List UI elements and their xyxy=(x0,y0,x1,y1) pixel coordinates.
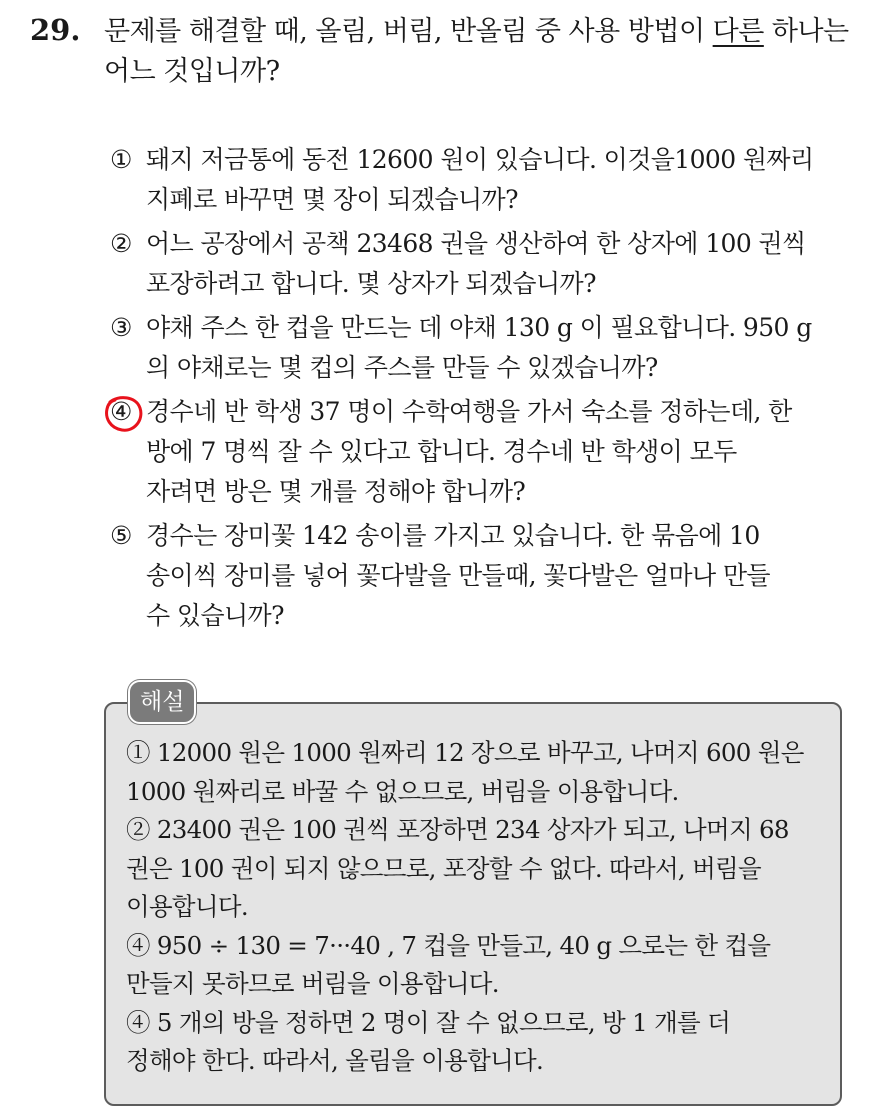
explanation-line: ④ 5 개의 방을 정하면 2 명이 잘 수 없으므로, 방 1 개를 더 xyxy=(126,1007,731,1037)
option-line: 돼지 저금통에 동전 12600 원이 있습니다. 이것을1000 원짜리 xyxy=(146,145,814,174)
option-marker: ④ xyxy=(110,397,132,426)
option-1[interactable] xyxy=(110,140,845,220)
option-line: 경수네 반 학생 37 명이 수학여행을 가서 숙소를 정하는데, 한 xyxy=(146,397,792,426)
option-line: 포장하려고 합니다. 몇 상자가 되겠습니까? xyxy=(146,269,596,298)
option-line: 어느 공장에서 공책 23468 권을 생산하여 한 상자에 100 권씩 xyxy=(146,229,806,258)
explanation-line: 1000 원짜리로 바꿀 수 없으므로, 버림을 이용합니다. xyxy=(126,776,679,806)
option-line: 의 야채로는 몇 컵의 주스를 만들 수 있겠습니까? xyxy=(146,353,658,382)
explanation-line: ① 12000 원은 1000 원짜리 12 장으로 바꾸고, 나머지 600 원은 xyxy=(126,738,804,767)
option-3[interactable] xyxy=(110,308,845,388)
option-line: 경수는 장미꽃 142 송이를 가지고 있습니다. 한 묶음에 10 xyxy=(146,521,760,550)
explanation-line: 권은 100 권이 되지 않으므로, 포장할 수 없다. 따라서, 버림을 xyxy=(126,853,761,883)
explanation-line: ② 23400 권은 100 권씩 포장하면 234 상자가 되고, 나머지 68 xyxy=(126,815,789,844)
question-text xyxy=(104,12,874,92)
explanation-text xyxy=(126,734,832,1081)
option-2[interactable] xyxy=(110,224,845,304)
option-line: 수 있습니까? xyxy=(146,601,284,630)
explanation-line: 정해야 한다. 따라서, 올림을 이용합니다. xyxy=(126,1046,544,1075)
option-marker: ① xyxy=(110,145,132,174)
option-line: 방에 7 명씩 잘 수 있다고 합니다. 경수네 반 학생이 모두 xyxy=(146,437,737,466)
question-line1-end: 하나는 xyxy=(763,16,849,47)
answer-options xyxy=(110,140,845,640)
option-marker: ② xyxy=(110,229,132,258)
question-line1-start: 문제를 해결할 때, 올림, 버림, 반올림 중 사용 방법이 xyxy=(104,16,713,47)
option-5[interactable] xyxy=(110,516,845,636)
option-line: 자려면 방은 몇 개를 정해야 합니까? xyxy=(146,477,526,506)
explanation-tab-label: 해설 xyxy=(128,680,196,724)
option-line: 야채 주스 한 컵을 만드는 데 야채 130 g 이 필요합니다. 950 g xyxy=(146,313,812,342)
option-line: 지폐로 바꾸면 몇 장이 되겠습니까? xyxy=(146,185,518,214)
option-line: 송이씩 장미를 넣어 꽃다발을 만들때, 꽃다발은 얼마나 만들 xyxy=(146,561,770,590)
explanation-line: ④ 950 ÷ 130 = 7···40 , 7 컵을 만들고, 40 g 으로는 한 컵을 xyxy=(126,930,771,960)
option-4[interactable] xyxy=(110,392,845,512)
option-marker: ⑤ xyxy=(110,521,132,550)
question-underlined-word: 다른 xyxy=(712,16,764,47)
option-marker: ③ xyxy=(110,313,132,342)
explanation-line: 만들지 못하므로 버림을 이용합니다. xyxy=(126,969,499,998)
explanation-line: 이용합니다. xyxy=(126,892,248,921)
question-line2: 어느 것입니까? xyxy=(104,56,280,87)
question-number: 29. xyxy=(30,13,81,47)
